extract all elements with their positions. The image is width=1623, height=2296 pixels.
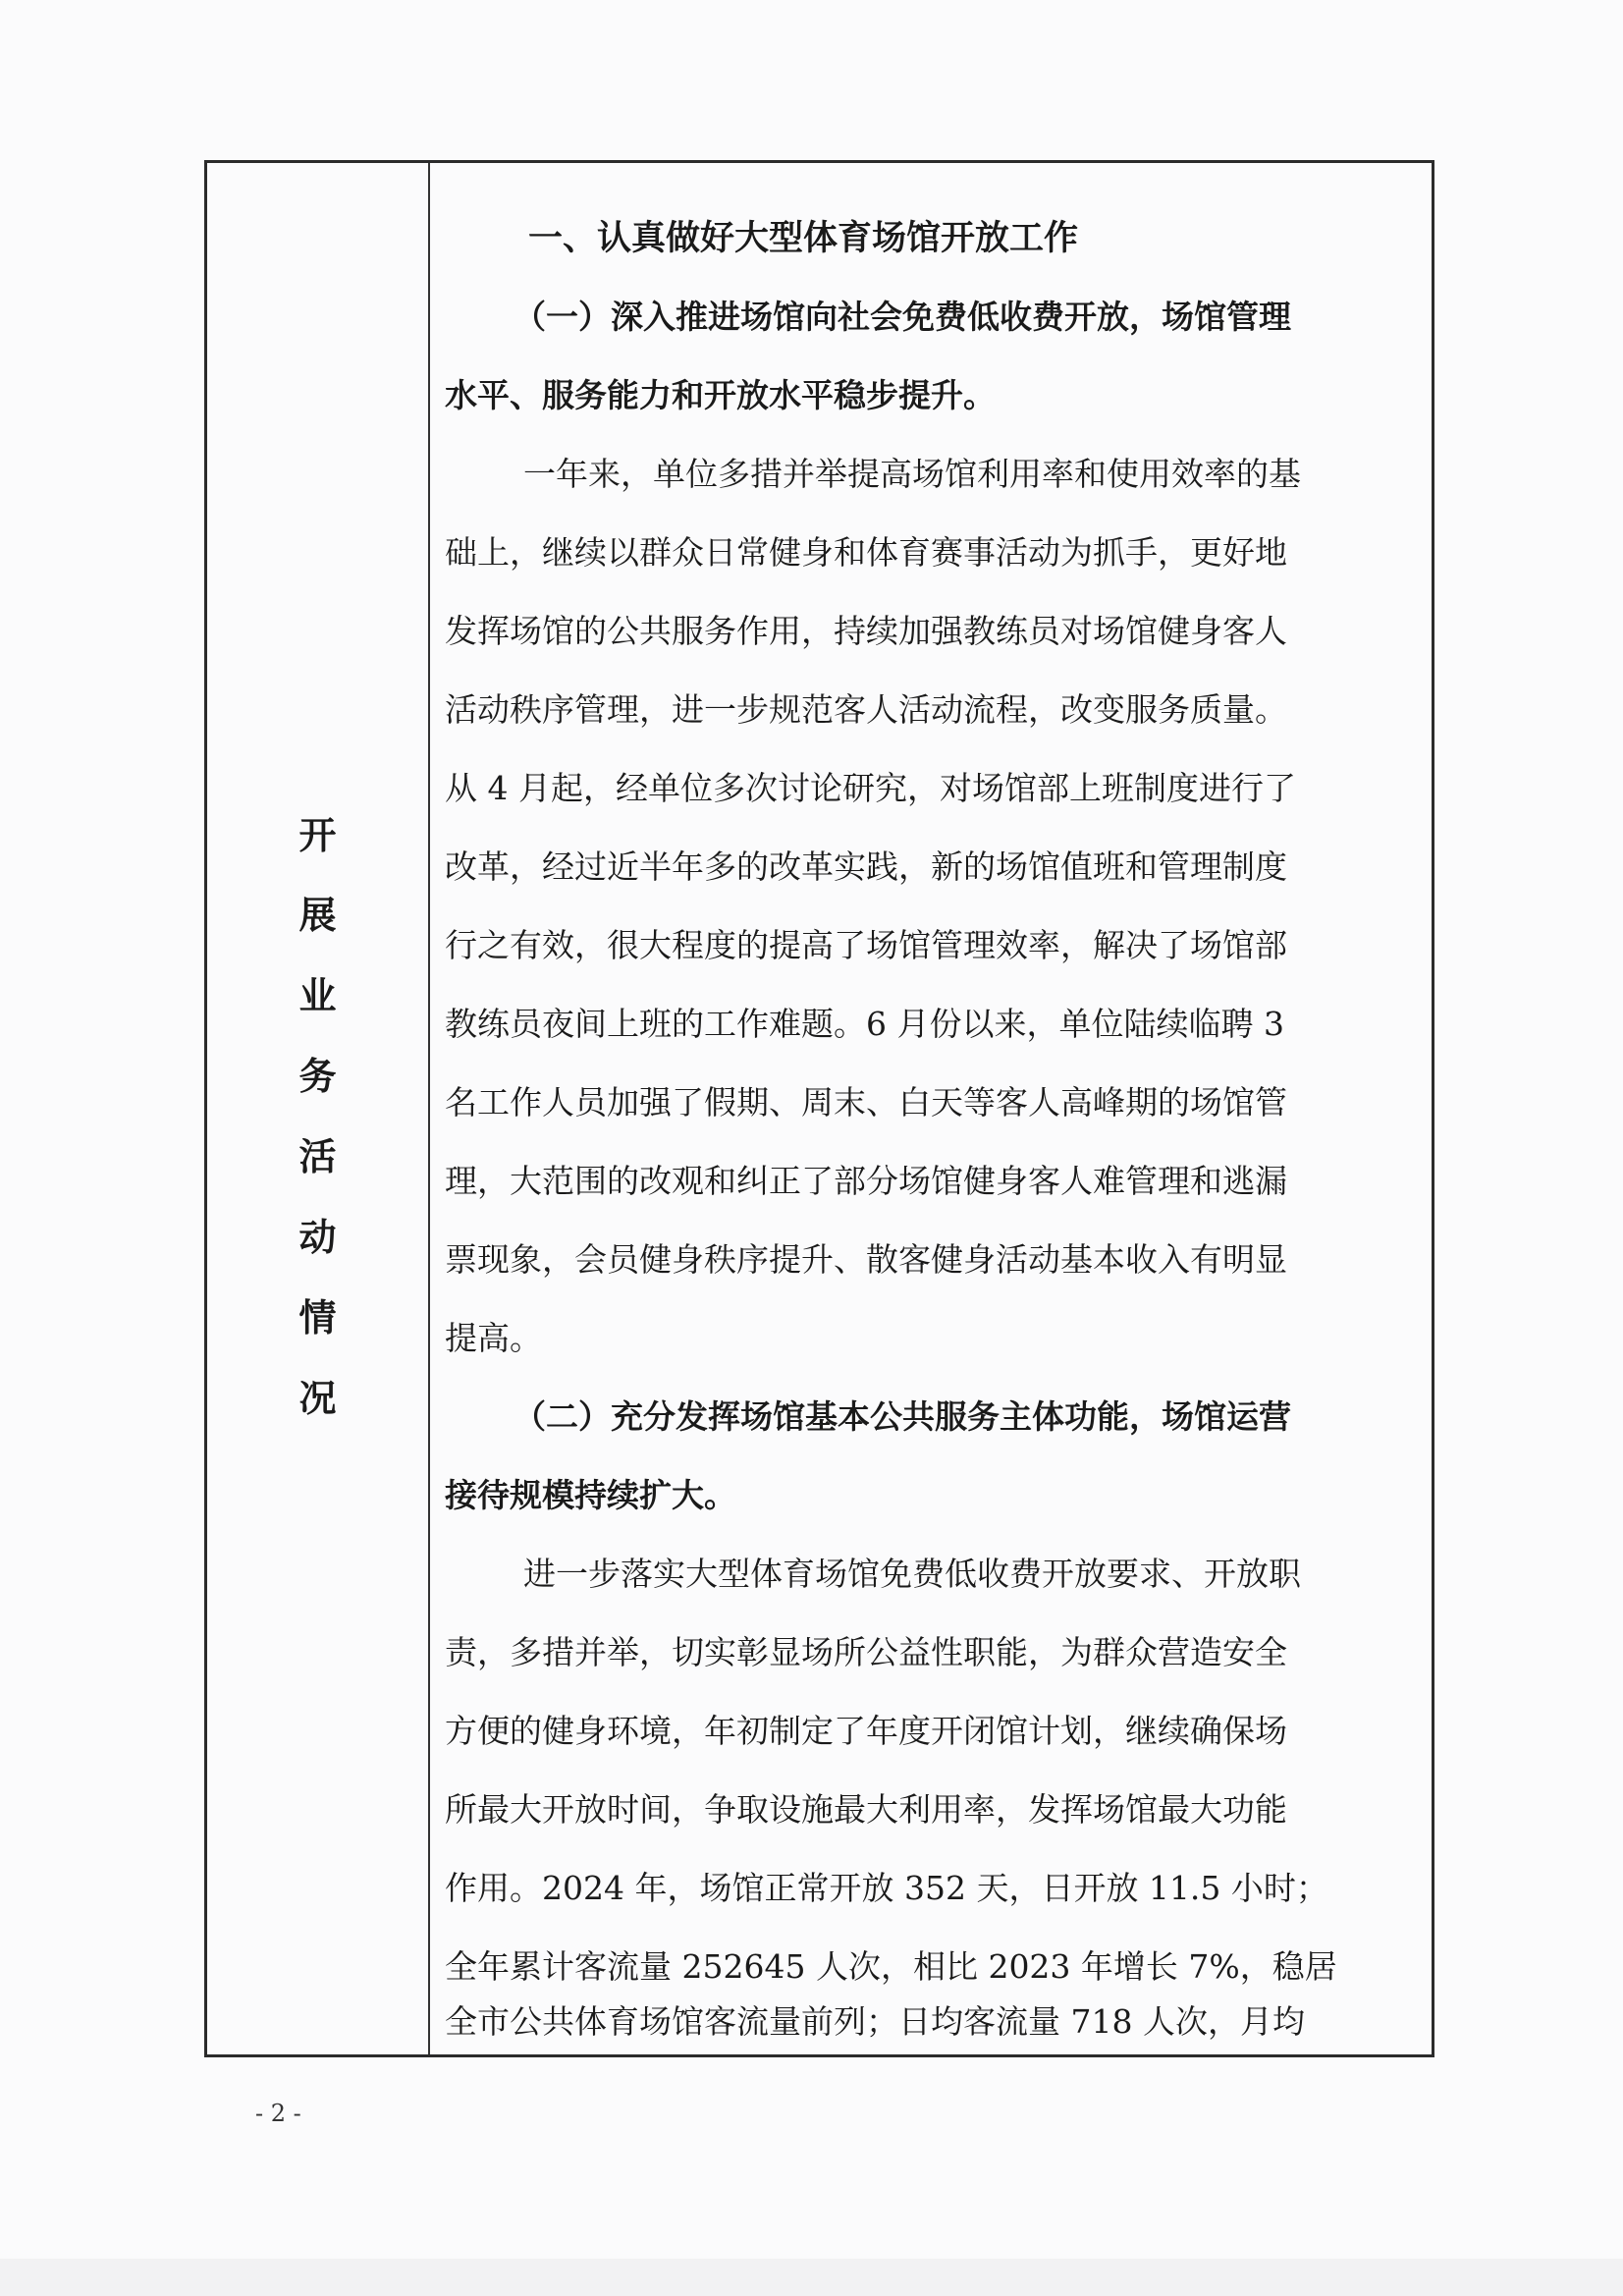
subsection-heading-cont: 接待规模持续扩大。: [445, 1476, 736, 1514]
subsection-heading: （二）充分发挥场馆基本公共服务主体功能，场馆运营: [514, 1397, 1291, 1436]
paragraph-line: 所最大开放时间，争取设施最大利用率，发挥场馆最大功能: [445, 1790, 1287, 1829]
paragraph-line: 从 4 月起，经单位多次讨论研究，对场馆部上班制度进行了: [445, 769, 1296, 807]
paragraph-line: 理，大范围的改观和纠正了部分场馆健身客人难管理和逃漏: [445, 1162, 1287, 1200]
section-label-column: [207, 163, 428, 2054]
paragraph-line: 改革，经过近半年多的改革实践，新的场馆值班和管理制度: [445, 847, 1287, 886]
column-divider: [428, 163, 430, 2054]
paragraph-line: 发挥场馆的公共服务作用，持续加强教练员对场馆健身客人: [445, 612, 1287, 650]
section-label-char: 展: [298, 893, 337, 937]
section-label-char: 情: [298, 1295, 337, 1339]
section-label-char: 活: [298, 1134, 337, 1178]
paragraph-line: 一年来，单位多措并举提高场馆利用率和使用效率的基: [523, 455, 1301, 493]
paragraph-line: 行之有效，很大程度的提高了场馆管理效率，解决了场馆部: [445, 926, 1287, 964]
paragraph-line: 进一步落实大型体育场馆免费低收费开放要求、开放职: [523, 1555, 1301, 1593]
content-column: [445, 163, 1422, 2054]
paragraph-line: 票现象，会员健身秩序提升、散客健身活动基本收入有明显: [445, 1240, 1287, 1279]
subsection-heading: （一）深入推进场馆向社会免费低收费开放，场馆管理: [514, 298, 1291, 336]
page-number: - 2 -: [255, 2100, 301, 2127]
paragraph-line: 活动秩序管理，进一步规范客人活动流程，改变服务质量。: [445, 690, 1287, 729]
paragraph-line: 方便的健身环境，年初制定了年度开闭馆计划，继续确保场: [445, 1712, 1287, 1750]
section-label-char: 开: [298, 813, 337, 857]
paragraph-line: 责，多措并举，切实彰显场所公益性职能，为群众营造安全: [445, 1633, 1287, 1671]
section-label-char: 况: [298, 1376, 337, 1420]
paragraph-line: 作用。2024 年，场馆正常开放 352 天，日开放 11.5 小时；: [445, 1869, 1328, 1907]
section-label-char: 动: [298, 1215, 337, 1259]
paragraph-line: 名工作人员加强了假期、周末、白天等客人高峰期的场馆管: [445, 1083, 1287, 1121]
paragraph-line: 全市公共体育场馆客流量前列；日均客流量 718 人次，月均: [445, 2002, 1305, 2041]
subsection-heading-cont: 水平、服务能力和开放水平稳步提升。: [445, 376, 996, 414]
paragraph-line: 提高。: [445, 1319, 542, 1357]
section-label-char: 务: [298, 1054, 337, 1098]
paragraph-line: 础上，继续以群众日常健身和体育赛事活动为抓手，更好地: [445, 533, 1287, 572]
section-label-char: 业: [298, 973, 337, 1017]
paragraph-line: 全年累计客流量 252645 人次，相比 2023 年增长 7%，稳居: [445, 1947, 1337, 1986]
report-table: [204, 160, 1434, 2057]
paragraph-line: 教练员夜间上班的工作难题。6 月份以来，单位陆续临聘 3: [445, 1005, 1284, 1043]
section-heading: 一、认真做好大型体育场馆开放工作: [528, 218, 1079, 258]
